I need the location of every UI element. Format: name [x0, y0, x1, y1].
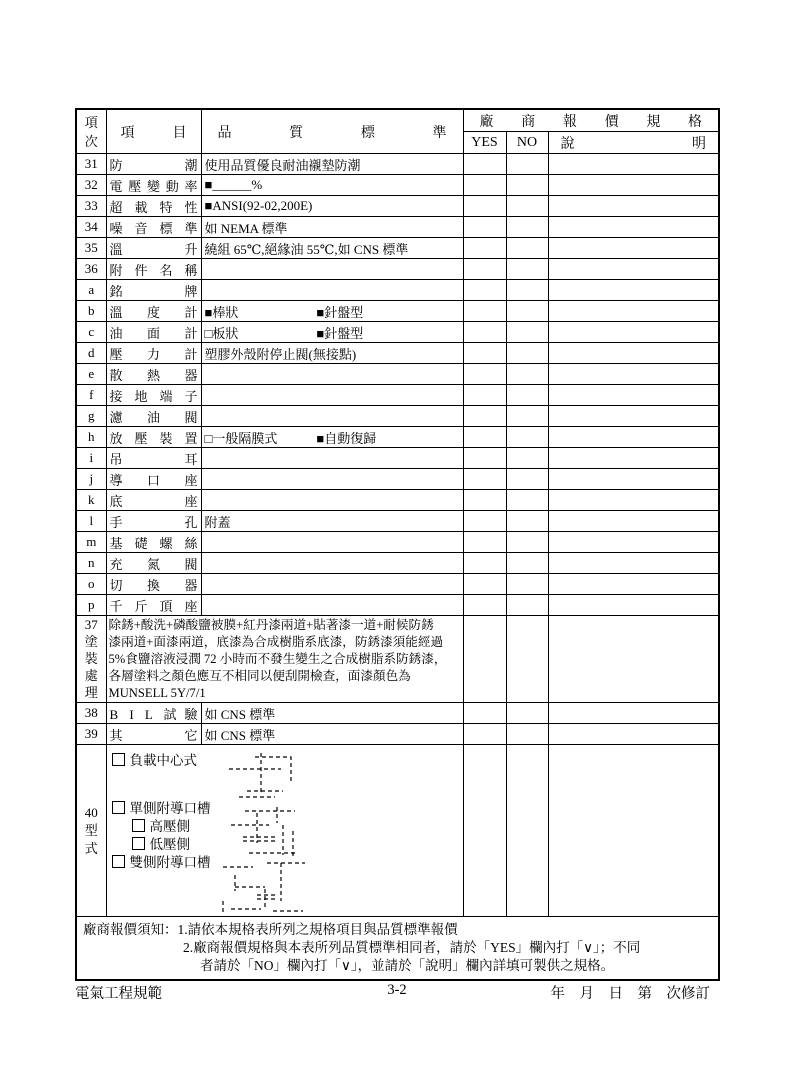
item-name-cell: 接地端子 [106, 385, 201, 406]
table-row [76, 280, 719, 301]
row-number-cell: m [76, 532, 106, 553]
row-number-cell: h [76, 427, 106, 448]
no-cell [506, 154, 548, 175]
quality-standard-cell: 附蓋 [201, 511, 463, 532]
item-name-cell: B I L 試驗 [106, 703, 201, 724]
type-option: 負載中心式 [112, 752, 463, 769]
footer-page-number: 3-2 [387, 982, 407, 998]
yes-cell [463, 238, 506, 259]
type-options-cell [106, 745, 463, 917]
yes-cell [463, 703, 506, 724]
item-name-cell: 噪音標準 [106, 217, 201, 238]
no-cell [506, 175, 548, 196]
no-cell [506, 703, 548, 724]
no-cell [506, 616, 548, 703]
yes-cell [463, 259, 506, 280]
quality-standard-cell [201, 490, 463, 511]
description-cell [548, 343, 719, 364]
description-cell [548, 175, 719, 196]
no-cell [506, 301, 548, 322]
vendor-note-row [76, 917, 719, 981]
quality-standard-cell [201, 595, 463, 616]
item-name-cell: 放壓裝置 [106, 427, 201, 448]
quality-standard-cell: 塑膠外殼附停止閥(無接點) [201, 343, 463, 364]
item-name-cell: 超載特性 [106, 196, 201, 217]
quality-standard-cell [201, 280, 463, 301]
footer-doc-title: 電氣工程規範 [75, 986, 162, 1002]
row-number-cell: n [76, 553, 106, 574]
vendor-note-cell: 廠商報價須知：1.請依本規格表所列之規格項目與品質標準報價 2.廠商報價規格與本表所列品質標準相同者，請於「YES」欄內打「∨」；不同 者請於「NO」欄內打「∨」，並請於「說明」欄內詳填可製供之規格。 [76, 917, 719, 981]
no-cell [506, 343, 548, 364]
yes-cell [463, 364, 506, 385]
row-number-cell: b [76, 301, 106, 322]
no-cell [506, 532, 548, 553]
item-name-cell: 防潮 [106, 154, 201, 175]
table-row [76, 301, 719, 322]
spec-table [75, 108, 720, 981]
item-name-cell: 濾油閥 [106, 406, 201, 427]
row-number-cell: j [76, 469, 106, 490]
table-row [76, 595, 719, 616]
description-cell [548, 574, 719, 595]
description-cell [548, 406, 719, 427]
row-number-cell: e [76, 364, 106, 385]
quality-standard-cell: 如 CNS 標準 [201, 724, 463, 745]
quality-standard-cell: 使用品質優良耐油襯墊防潮 [201, 154, 463, 175]
no-cell [506, 745, 548, 917]
no-cell [506, 553, 548, 574]
no-cell [506, 322, 548, 343]
row-number-cell: 32 [76, 175, 106, 196]
row-number-cell: d [76, 343, 106, 364]
table-row [76, 259, 719, 280]
description-cell [548, 745, 719, 917]
item-name-cell: 導口座 [106, 469, 201, 490]
table-row [76, 196, 719, 217]
item-name-cell: 吊耳 [106, 448, 201, 469]
quality-standard-cell [201, 574, 463, 595]
description-cell [548, 469, 719, 490]
yes-cell [463, 724, 506, 745]
description-cell [548, 322, 719, 343]
type-option: 高壓側 [132, 818, 463, 835]
quality-standard-cell [201, 448, 463, 469]
item-name-cell: 溫度計 [106, 301, 201, 322]
no-cell [506, 238, 548, 259]
quality-standard-cell: □板狀 ■針盤型 [201, 322, 463, 343]
yes-cell [463, 322, 506, 343]
yes-cell [463, 511, 506, 532]
row-number-cell: o [76, 574, 106, 595]
table-row [76, 703, 719, 724]
table-header [76, 109, 719, 154]
quality-standard-cell: □一般隔膜式 ■自動復歸 [201, 427, 463, 448]
no-cell [506, 490, 548, 511]
no-cell [506, 196, 548, 217]
no-cell [506, 364, 548, 385]
table-row [76, 724, 719, 745]
quality-standard-cell [201, 553, 463, 574]
row-number-cell: k [76, 490, 106, 511]
table-row [76, 511, 719, 532]
description-cell [548, 490, 719, 511]
row-number-cell: 40 型 式 [76, 745, 106, 917]
yes-cell [463, 616, 506, 703]
row-number-cell: 35 [76, 238, 106, 259]
description-cell [548, 703, 719, 724]
item-name-cell: 千斤頂座 [106, 595, 201, 616]
yes-cell [463, 448, 506, 469]
no-cell [506, 280, 548, 301]
row-number-cell: l [76, 511, 106, 532]
item-name-cell: 散熱器 [106, 364, 201, 385]
quality-standard-cell [201, 469, 463, 490]
no-cell [506, 724, 548, 745]
row-number-cell: 37 塗 裝 處 理 [76, 616, 106, 703]
quality-standard-cell: 繞組 65℃,絕緣油 55℃,如 CNS 標準 [201, 238, 463, 259]
row-number-cell: p [76, 595, 106, 616]
header-quality-standard: 品質標準 [201, 109, 463, 154]
table-row [76, 385, 719, 406]
yes-cell [463, 343, 506, 364]
item-name-cell: 油面計 [106, 322, 201, 343]
type-section [76, 745, 719, 917]
row-number-cell: i [76, 448, 106, 469]
description-cell [548, 280, 719, 301]
item-name-cell: 電壓變動率 [106, 175, 201, 196]
table-row [76, 154, 719, 175]
item-name-cell: 其它 [106, 724, 201, 745]
table-row [76, 427, 719, 448]
checkbox-icon [112, 801, 125, 814]
no-cell [506, 217, 548, 238]
quality-standard-cell: ■______% [201, 175, 463, 196]
yes-cell [463, 469, 506, 490]
footer-revision: 年 月 日 第 次修訂 [550, 986, 710, 1002]
transformer-sketch-diagram [215, 749, 325, 913]
row-number-cell: 36 [76, 259, 106, 280]
item-name-cell: 充氮閥 [106, 553, 201, 574]
yes-cell [463, 280, 506, 301]
quality-standard-cell: 如 NEMA 標準 [201, 217, 463, 238]
yes-cell [463, 301, 506, 322]
quality-standard-cell: ■ANSI(92-02,200E) [201, 196, 463, 217]
yes-cell [463, 745, 506, 917]
checkbox-icon [132, 837, 145, 850]
description-cell [548, 196, 719, 217]
row-number-cell: 31 [76, 154, 106, 175]
table-row [76, 574, 719, 595]
description-cell [548, 301, 719, 322]
row-number-cell: 38 [76, 703, 106, 724]
table-row [76, 553, 719, 574]
description-cell [548, 532, 719, 553]
no-cell [506, 448, 548, 469]
header-item-no [76, 109, 106, 154]
header-no: NO [506, 132, 548, 154]
row-number-cell: c [76, 322, 106, 343]
description-cell [548, 616, 719, 703]
yes-cell [463, 427, 506, 448]
row-number-cell: 33 [76, 196, 106, 217]
item-name-cell: 壓力計 [106, 343, 201, 364]
type-row [76, 745, 719, 917]
quality-standard-cell: ■棒狀 ■針盤型 [201, 301, 463, 322]
description-cell [548, 595, 719, 616]
yes-cell [463, 553, 506, 574]
description-cell [548, 724, 719, 745]
no-cell [506, 427, 548, 448]
yes-cell [463, 154, 506, 175]
description-cell [548, 238, 719, 259]
row-number-cell: 34 [76, 217, 106, 238]
quality-standard-cell [201, 406, 463, 427]
item-name-cell: 底座 [106, 490, 201, 511]
quality-standard-cell [201, 259, 463, 280]
description-cell [548, 448, 719, 469]
row-number-cell: f [76, 385, 106, 406]
description-cell [548, 553, 719, 574]
table-row [76, 322, 719, 343]
no-cell [506, 574, 548, 595]
item-name-cell: 手孔 [106, 511, 201, 532]
header-item-no-line: 項 [84, 114, 98, 130]
item-name-cell: 附件名稱 [106, 259, 201, 280]
rows-38-39 [76, 703, 719, 745]
checkbox-icon [112, 855, 125, 868]
yes-cell [463, 490, 506, 511]
no-cell [506, 595, 548, 616]
item-name-cell: 溫升 [106, 238, 201, 259]
description-cell [548, 217, 719, 238]
yes-cell [463, 385, 506, 406]
header-vendor-quote-spec: 廠商報價規格 [463, 109, 719, 132]
description-cell [548, 154, 719, 175]
quality-standard-cell [201, 364, 463, 385]
paint-treatment-section [76, 616, 719, 703]
description-cell [548, 259, 719, 280]
quality-standard-cell [201, 385, 463, 406]
type-option: 低壓側 [132, 836, 463, 853]
item-name-cell: 切換器 [106, 574, 201, 595]
no-cell [506, 259, 548, 280]
table-row [76, 490, 719, 511]
description-cell [548, 511, 719, 532]
no-cell [506, 469, 548, 490]
yes-cell [463, 574, 506, 595]
table-row [76, 175, 719, 196]
checkbox-icon [132, 819, 145, 832]
quality-standard-cell [201, 532, 463, 553]
row-number-cell: a [76, 280, 106, 301]
no-cell [506, 406, 548, 427]
no-cell [506, 511, 548, 532]
table-row [76, 238, 719, 259]
rows-31-to-p [76, 154, 719, 616]
description-cell [548, 385, 719, 406]
header-description: 說明 [548, 132, 719, 154]
yes-cell [463, 217, 506, 238]
table-row [76, 217, 719, 238]
yes-cell [463, 532, 506, 553]
item-name-cell: 基礎螺絲 [106, 532, 201, 553]
table-row [76, 364, 719, 385]
vendor-note-section [76, 917, 719, 981]
yes-cell [463, 175, 506, 196]
description-cell [548, 364, 719, 385]
checkbox-icon [112, 753, 125, 766]
type-option: 雙側附導口槽 [112, 854, 463, 871]
row-number-cell: g [76, 406, 106, 427]
type-option: 單側附導口槽 [112, 800, 463, 817]
yes-cell [463, 595, 506, 616]
no-cell [506, 385, 548, 406]
table-row [76, 448, 719, 469]
header-yes: YES [463, 132, 506, 154]
paint-treatment-row [76, 616, 719, 703]
yes-cell [463, 406, 506, 427]
table-row [76, 343, 719, 364]
header-row-1 [76, 109, 719, 132]
row-number-cell: 39 [76, 724, 106, 745]
header-item: 項目 [106, 109, 201, 154]
item-name-cell: 銘牌 [106, 280, 201, 301]
table-row [76, 469, 719, 490]
yes-cell [463, 196, 506, 217]
description-cell [548, 427, 719, 448]
quality-standard-cell: 除銹+酸洗+磷酸鹽被膜+紅丹漆兩道+貼著漆一道+耐候防銹 漆兩道+面漆兩道，底漆為合成樹脂系底漆，防銹漆須能經過 5%食鹽溶液浸潤 72 小時而不發生變生之合成樹脂系防銹漆， 各層塗料之顏色應互不相同以便刮開檢查，面漆顏色為 MUNSELL 5Y/7/1 [106, 616, 463, 703]
table-row [76, 406, 719, 427]
header-item-no-line: 次 [84, 133, 98, 149]
quality-standard-cell: 如 CNS 標準 [201, 703, 463, 724]
table-row [76, 532, 719, 553]
